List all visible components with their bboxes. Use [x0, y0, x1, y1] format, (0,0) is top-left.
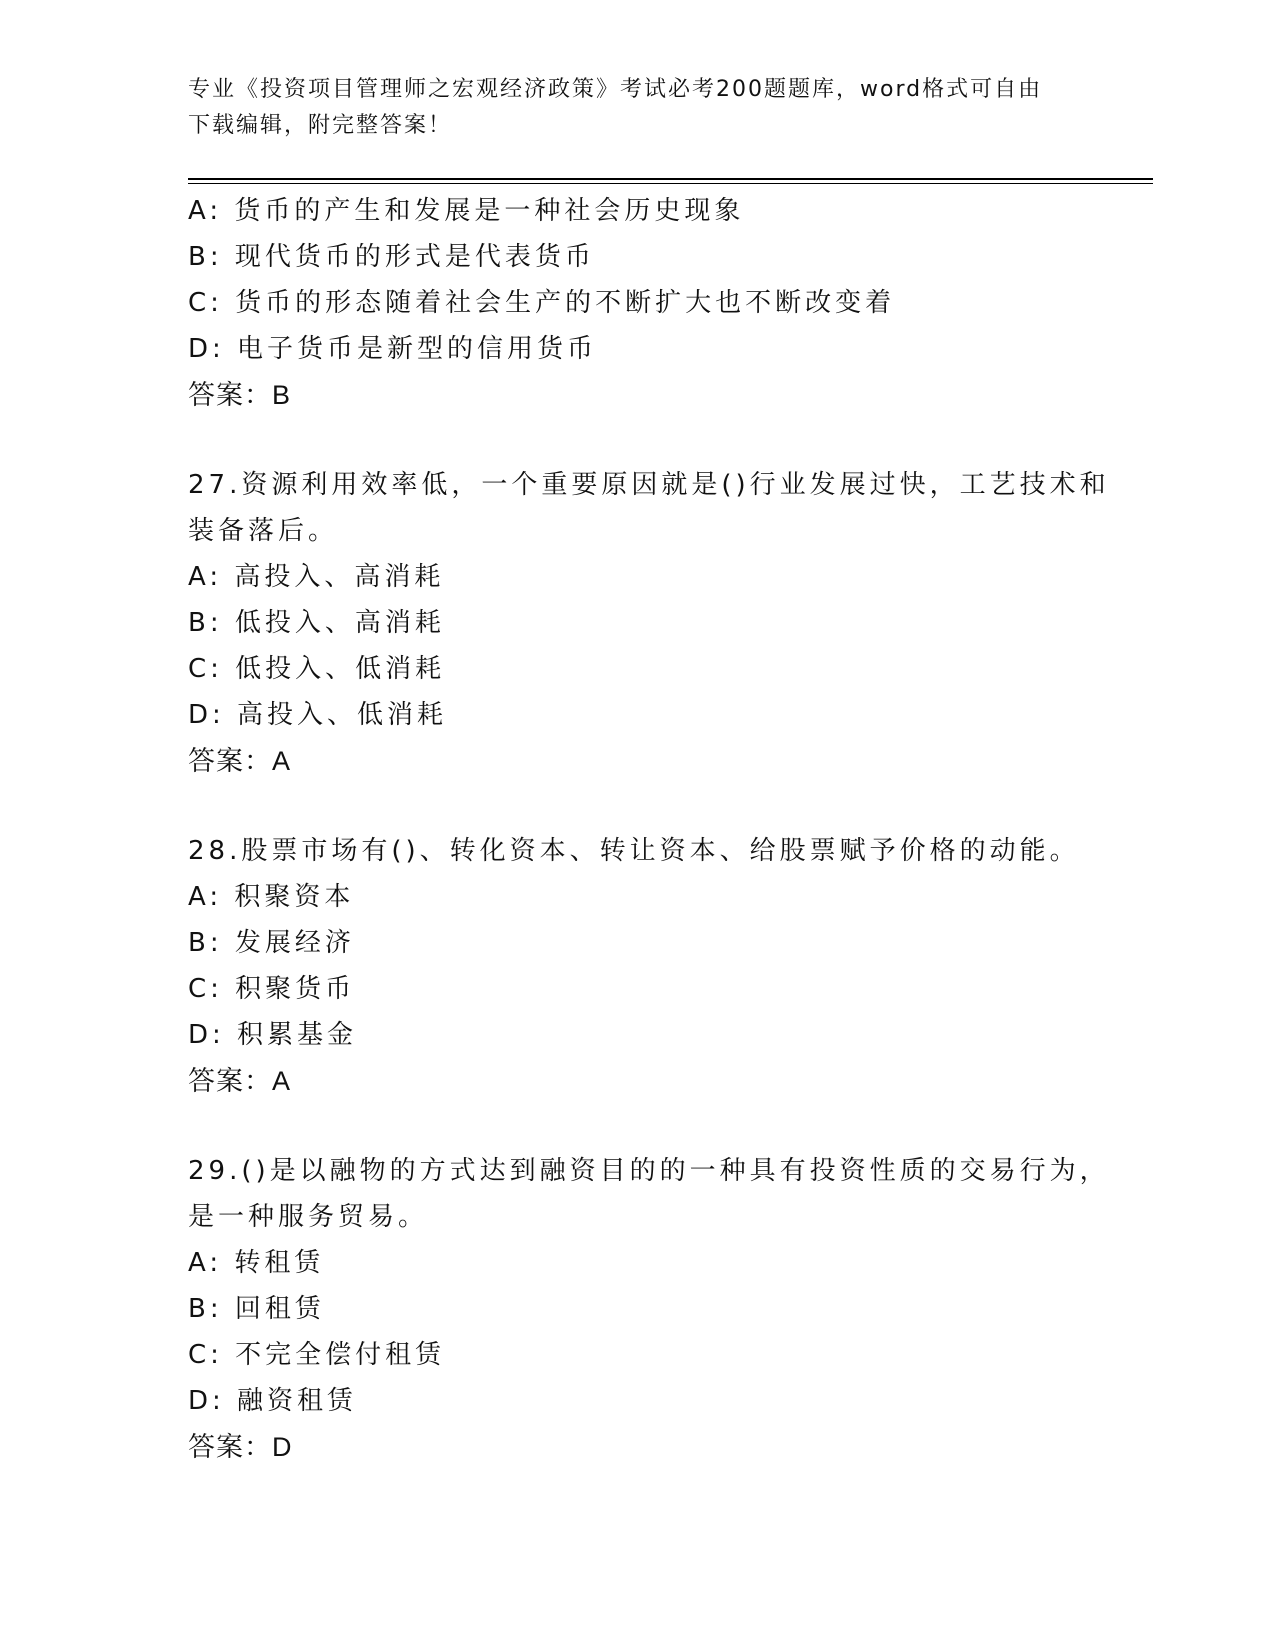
option-d: D: 融资租赁 — [188, 1386, 358, 1416]
spacer — [188, 1104, 1088, 1148]
answer: 答案：D — [188, 1432, 293, 1462]
option-b: B: 回租赁 — [188, 1294, 325, 1324]
header-divider-thin — [188, 183, 1153, 184]
answer: 答案：A — [188, 1066, 292, 1096]
header-line-1: 专业《投资项目管理师之宏观经济政策》考试必考200题题库，word格式可自由 — [188, 77, 1043, 102]
option-b: B: 低投入、高消耗 — [188, 608, 445, 638]
option-b: B: 现代货币的形式是代表货币 — [188, 242, 595, 272]
option-c: C: 不完全偿付租赁 — [188, 1340, 446, 1370]
question-stem-line-1: 29.()是以融物的方式达到融资目的的一种具有投资性质的交易行为， — [188, 1156, 1110, 1186]
question-stem-line-1: 28.股票市场有()、转化资本、转让资本、给股票赋予价格的动能。 — [188, 836, 1080, 866]
question-stem-line-1: 27.资源利用效率低，一个重要原因就是()行业发展过快，工艺技术和 — [188, 470, 1110, 500]
spacer — [188, 418, 1088, 462]
option-a: A: 货币的产生和发展是一种社会历史现象 — [188, 196, 745, 226]
answer: 答案：A — [188, 746, 292, 776]
question-28 — [188, 828, 1088, 1104]
option-c: C: 积聚货币 — [188, 974, 356, 1004]
question-stem-line-2: 装备落后。 — [188, 516, 339, 546]
option-d: D: 高投入、低消耗 — [188, 700, 448, 730]
question-stem-line-2: 是一种服务贸易。 — [188, 1202, 429, 1232]
document-body — [188, 188, 1110, 1470]
option-d: D: 电子货币是新型的信用货币 — [188, 334, 598, 364]
answer: 答案：B — [188, 380, 292, 410]
option-c: C: 低投入、低消耗 — [188, 654, 446, 684]
option-a: A: 高投入、高消耗 — [188, 562, 445, 592]
option-a: A: 积聚资本 — [188, 882, 355, 912]
question-27 — [188, 462, 1110, 784]
header-divider-thick — [188, 178, 1153, 180]
header-line-2: 下载编辑，附完整答案！ — [188, 113, 453, 138]
question-26 — [188, 188, 1088, 418]
option-b: B: 发展经济 — [188, 928, 355, 958]
option-a: A: 转租赁 — [188, 1248, 325, 1278]
option-c: C: 货币的形态随着社会生产的不断扩大也不断改变着 — [188, 288, 896, 318]
question-29 — [188, 1148, 1110, 1470]
option-d: D: 积累基金 — [188, 1020, 358, 1050]
spacer — [188, 784, 1088, 828]
document-header — [188, 72, 1068, 144]
